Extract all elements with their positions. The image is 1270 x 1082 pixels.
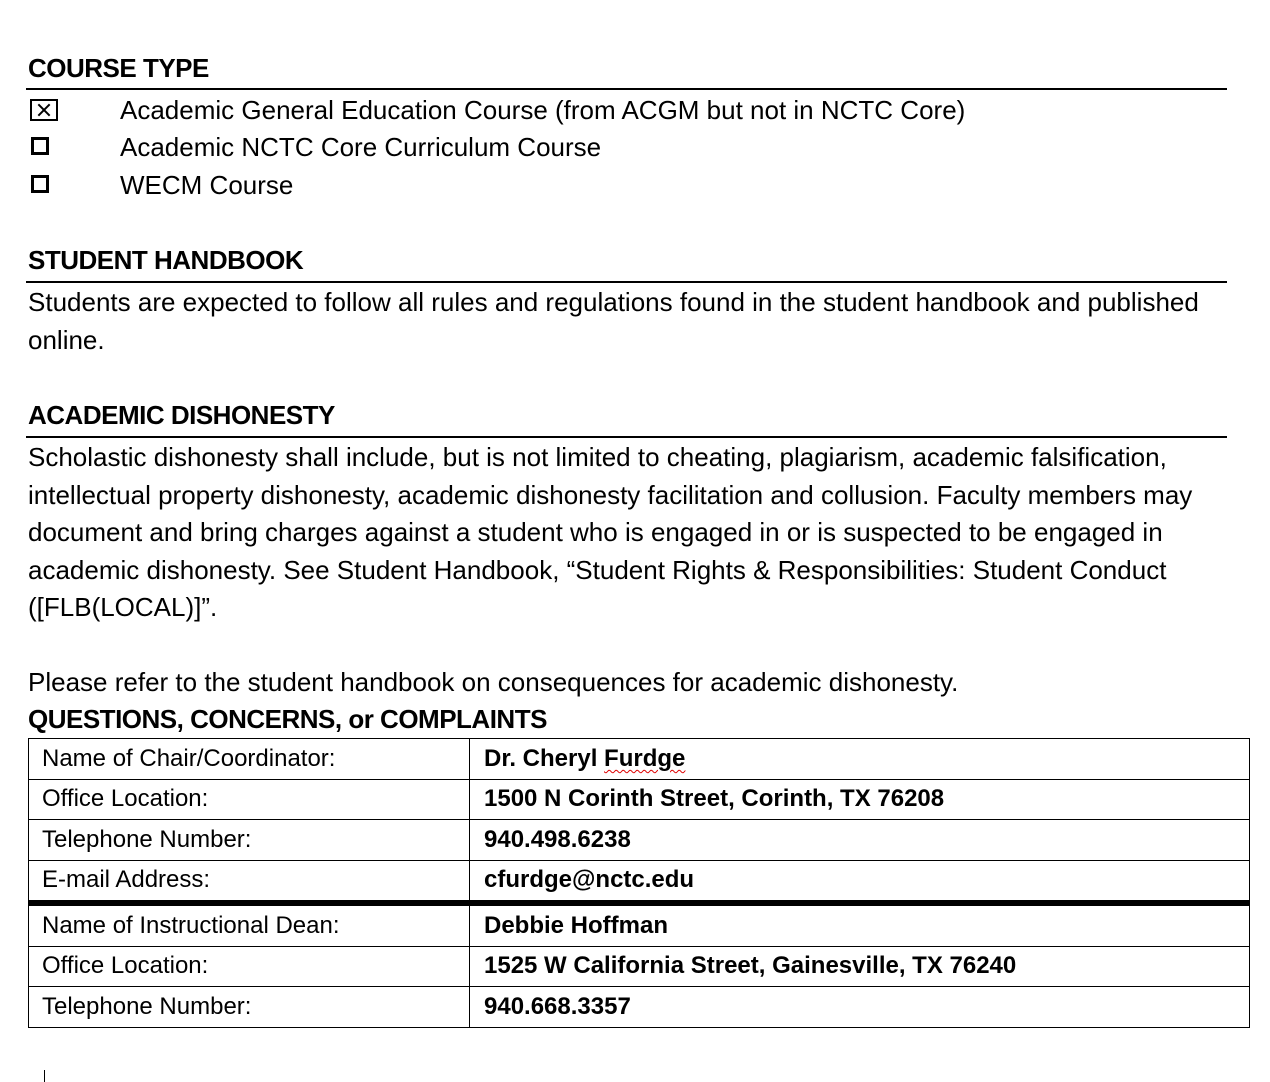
dean-office-value: 1525 W California Street, Gainesville, TX 76240 — [470, 946, 1250, 987]
chair-email-label: E-mail Address: — [29, 860, 470, 901]
chair-office-label: Office Location: — [29, 779, 470, 820]
academic-dishonesty-text: Scholastic dishonesty shall include, but is not limited to cheating, plagiarism, academic falsification, intellectual property dishonesty, academic dishonesty facilitation and collusion. Faculty members may document and bring charges against a student who is engaged in or is suspected to be engaged in academic dishonesty. See Student Handbook, “Student Rights & Responsibilities: Student Conduct ([FLB(LOCAL)]”. — [28, 442, 1193, 622]
course-type-option-label: Academic General Education Course (from ACGM but not in NCTC Core) — [120, 95, 966, 125]
chair-name-label: Name of Chair/Coordinator: — [29, 739, 470, 780]
academic-dishonesty-heading: ACADEMIC DISHONESTY — [28, 400, 335, 430]
checked-box-icon[interactable] — [30, 99, 58, 121]
table-row — [29, 946, 1250, 987]
table-row — [29, 860, 1250, 901]
chair-name-misspelled: Furdge — [604, 744, 686, 772]
dean-office-label: Office Location: — [29, 946, 470, 987]
text-cursor — [44, 1070, 45, 1082]
section-rule — [26, 436, 1227, 438]
course-type-option-label: WECM Course — [120, 170, 294, 200]
consequences-text: Please refer to the student handbook on consequences for academic dishonesty. — [28, 667, 959, 697]
questions-heading: QUESTIONS, CONCERNS, or COMPLAINTS — [28, 704, 547, 734]
table-row — [29, 820, 1250, 861]
course-type-option-label: Academic NCTC Core Curriculum Course — [120, 132, 602, 162]
section-rule — [26, 281, 1227, 283]
table-row — [29, 987, 1250, 1028]
chair-email-value: cfurdge@nctc.edu — [470, 860, 1250, 901]
table-row — [29, 739, 1250, 780]
chair-name-value — [470, 739, 1250, 780]
dean-name-value: Debbie Hoffman — [470, 906, 1250, 947]
chair-name-prefix: Dr. Cheryl — [484, 744, 605, 772]
chair-phone-label: Telephone Number: — [29, 820, 470, 861]
contacts-table — [28, 738, 1250, 1028]
table-row — [29, 906, 1250, 947]
student-handbook-text: Students are expected to follow all rules and regulations found in the student handbook and published online. — [28, 287, 1199, 355]
chair-phone-value: 940.498.6238 — [470, 820, 1250, 861]
table-row — [29, 779, 1250, 820]
course-type-heading: COURSE TYPE — [28, 53, 209, 83]
dean-phone-value: 940.668.3357 — [470, 987, 1250, 1028]
unchecked-box-icon[interactable] — [31, 175, 49, 193]
student-handbook-heading: STUDENT HANDBOOK — [28, 245, 304, 275]
unchecked-box-icon[interactable] — [31, 137, 49, 155]
dean-phone-label: Telephone Number: — [29, 987, 470, 1028]
section-rule — [26, 88, 1227, 90]
chair-office-value: 1500 N Corinth Street, Corinth, TX 76208 — [470, 779, 1250, 820]
dean-name-label: Name of Instructional Dean: — [29, 906, 470, 947]
